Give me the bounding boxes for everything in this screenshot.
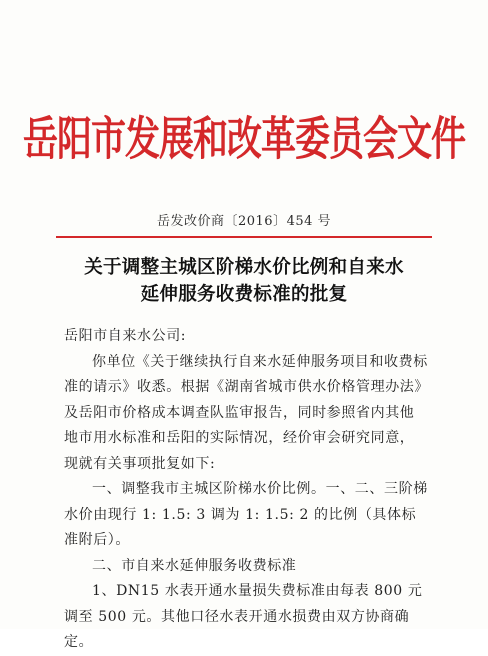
document-title: [0, 254, 488, 308]
body-paragraph-3: 二、市自来水延伸服务收费标准: [92, 557, 297, 574]
title-line-1: 关于调整主城区阶梯水价比例和自来水: [84, 257, 404, 278]
header-divider: [56, 236, 432, 238]
body-paragraph-1: 你单位《关于继续执行自来水延伸服务项目和收费标准的请示》收悉。根据《湖南省城市供水价格管理办法》及岳阳市价格成本调查队监审报告，同时参照省内其他地市用水标准和岳阳的实际情况，经价审会研究同意，现就有关事项批复如下:: [64, 353, 428, 472]
document-number: 岳发改价商〔2016〕454 号: [156, 214, 332, 229]
body-paragraph-2: 一、调整我市主城区阶梯水价比例。一、二、三阶梯水价由现行 1: 1.5: 3 调为 1: 1.5: 2 的比例（具体标准附后）。: [64, 481, 428, 548]
document-body: [64, 324, 428, 656]
title-line-2: 延伸服务收费标准的批复: [140, 284, 348, 305]
addressee: 岳阳市自来水公司:: [64, 328, 187, 344]
document-header: 岳阳市发展和改革委员会文件: [22, 112, 465, 167]
body-paragraph-4: 1、DN15 水表开通水量损失费标准由每表 800 元调至 500 元。其他口径水表开通水损费由双方协商确定。: [64, 583, 423, 650]
